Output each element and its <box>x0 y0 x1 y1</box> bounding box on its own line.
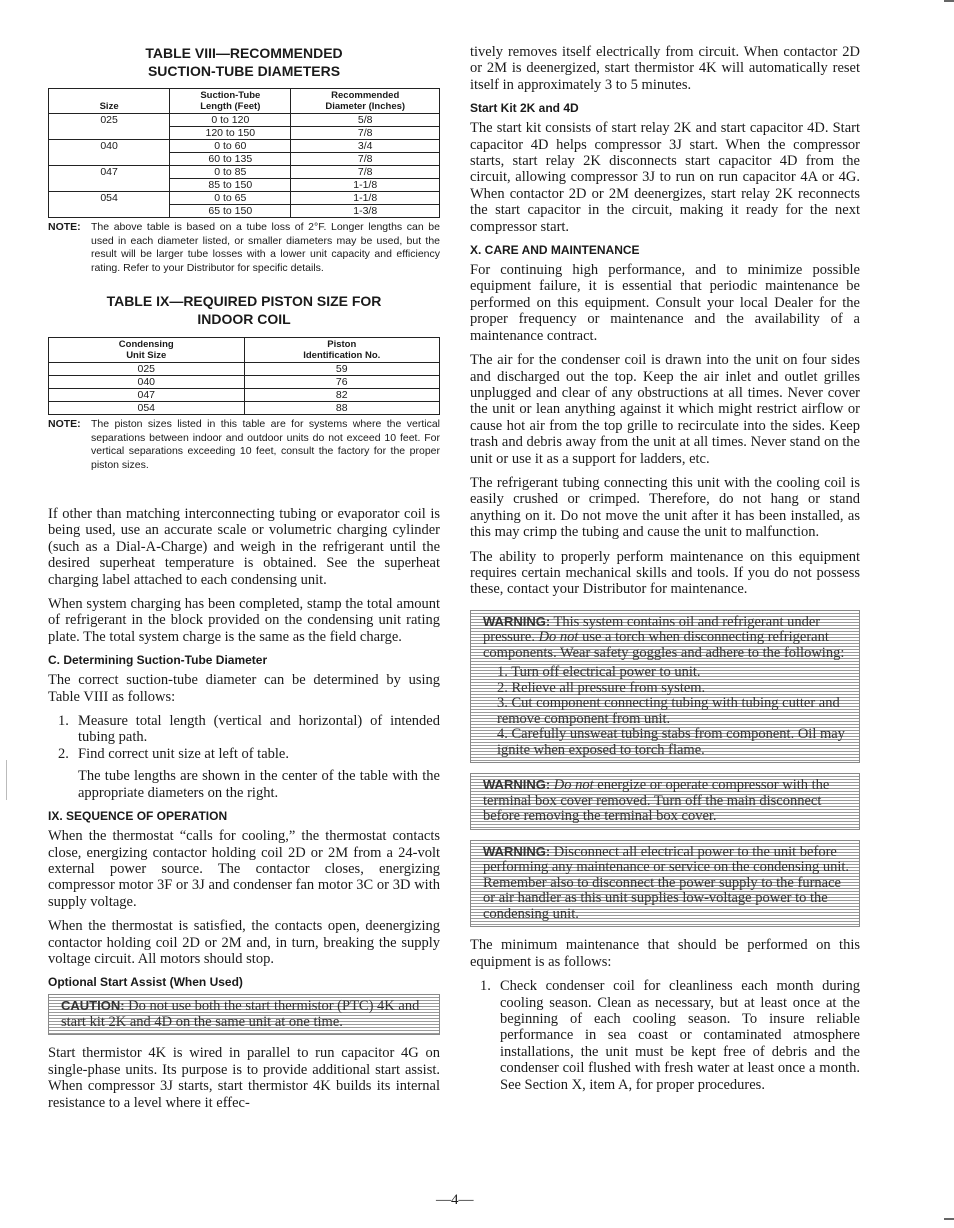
table-viii-note: NOTE: The above table is based on a tube loss of 2°F. Longer lengths can be used in each diameter listed, or smaller diameters may be used, but the result will be larger tube losses with a lower unit capacity and efficiency rating. Refer to your Distributor for specific details. <box>48 221 440 274</box>
list-item: 4. Carefully unsweat tubing stabs from component. Oil may ignite when exposed to torch flame. <box>497 726 845 758</box>
table-row: 047 82 <box>49 389 440 402</box>
list-item: 1. Turn off electrical power to unit. <box>497 664 701 681</box>
table-row: 60 to 135 7/8 <box>49 153 440 166</box>
paragraph: The tube lengths are shown in the center of the table with the appropriate diameters on the right. <box>78 768 440 801</box>
table-ix <box>48 337 440 415</box>
paragraph: When the thermostat “calls for cooling,” the thermostat contacts close, energizing contactor holding coil 2D or 2M from a 24-volt external power source. The contactor closes, energizing compressor motor 3F or 3J and condenser fan motor 3C or 3D with supply voltage. <box>48 828 440 910</box>
col-piston: Piston Identification No. <box>244 338 440 363</box>
paragraph: The minimum maintenance that should be performed on this equipment is as follows: <box>470 937 860 970</box>
table-row: 040 0 to 60 3/4 <box>49 140 440 153</box>
table-ix-title-line1: TABLE IX—REQUIRED PISTON SIZE FOR <box>106 293 382 309</box>
section-heading-ix: IX. SEQUENCE OF OPERATION <box>48 809 228 824</box>
col-unit-size: Condensing Unit Size <box>49 338 245 363</box>
table-ix-title <box>48 292 440 328</box>
list-item: 2. Relieve all pressure from system. <box>497 679 706 696</box>
table-ix-title-line2: INDOOR COIL <box>197 311 291 327</box>
caution-box: CAUTION: Do not use both the start thermistor (PTC) 4K and start kit 2K and 4D on the same unit at one time. <box>48 994 440 1035</box>
scan-mark <box>6 760 7 800</box>
steps-list <box>48 713 440 762</box>
paragraph: tively removes itself electrically from circuit. When contactor 2D or 2M is deenergized, start thermistor 4K will automatically reset itself in approximately 3 to 5 minutes. <box>470 44 860 93</box>
paragraph: For continuing high performance, and to minimize possible equipment failure, it is essential that periodic maintenance be performed on this equipment. Consult your local Dealer for the proper frequency or maintenance and the availability of a maintenance contract. <box>470 262 860 344</box>
table-row: 054 88 <box>49 402 440 415</box>
warning-box-compressor: WARNING: Do not energize or operate compressor with the terminal box cover removed. Turn off the main disconnect before removing the terminal box cover. <box>470 773 860 830</box>
section-heading-c: C. Determining Suction-Tube Diameter <box>48 653 268 668</box>
warning-box-refrigerant: WARNING: This system contains oil and refrigerant under pressure. Do not use a torch when disconnecting refrigerant components. Wear safety goggles and adhere to the following: 1. Turn off electrical power to unit. 2. Relieve all pressure from system. 3. Cut component connecting tubing with tubing cutter and remove component from unit. 4. Carefully unsweat tubing stabs from component. Oil may ignite when exposed to torch flame. <box>470 610 860 764</box>
table-row: 047 0 to 85 7/8 <box>49 166 440 179</box>
table-row: 85 to 150 1-1/8 <box>49 179 440 192</box>
list-item: 1. Check condenser coil for cleanliness each month during cooling season. Clean as necessary, but at least once at the beginning of each cooling season. To insure reliable performance in sea coast or contaminated atmosphere installations, the unit must be kept free of debris and the condenser coil flushed with fresh water at least once a month. See Section X, item A, for proper procedures. <box>480 978 860 1093</box>
paragraph: When system charging has been completed, stamp the total amount of refrigerant in the block provided on the condensing unit rating plate. The total system charge is the same as the field charge. <box>48 596 440 645</box>
table-viii-title-line1: TABLE VIII—RECOMMENDED <box>145 45 343 61</box>
table-row: 040 76 <box>49 376 440 389</box>
table-viii <box>48 88 440 218</box>
list-item: 1. Measure total length (vertical and horizontal) of intended tubing path. <box>58 713 440 746</box>
page-number: —4— <box>436 1192 474 1208</box>
table-ix-note: NOTE: The piston sizes listed in this table are for systems where the vertical separations between indoor and outdoor units do not exceed 10 feet. For vertical separations exceeding 10 feet, consult the factory for the proper piston sizes. <box>48 418 440 471</box>
maintenance-list <box>470 978 860 1093</box>
col-length: Suction-Tube Length (Feet) <box>170 89 291 114</box>
scan-mark <box>944 0 954 2</box>
warning-steps <box>483 665 851 758</box>
paragraph: The ability to properly perform maintenance on this equipment requires certain mechanical skills and tools. If you do not possess these, contact your Distributor for maintenance. <box>470 548 860 598</box>
section-heading-x: X. CARE AND MAINTENANCE <box>470 243 640 258</box>
table-row: 025 0 to 120 5/8 <box>49 114 440 127</box>
paragraph: The air for the condenser coil is drawn into the unit on four sides and discharged out the top. Keep the air inlet and outlet grilles unplugged and clear of any obstructions at all times. Never cover the unit or lean anything against it which might restrict airflow or cause hot air from the top grille to recirculate into the sides. Keep trash and debris away from the unit at all times. Never stand on the unit or use it as a support for ladders, etc. <box>470 352 860 467</box>
warning-box-power: WARNING: Disconnect all electrical power to the unit before performing any maintenance or service on the condensing unit. Remember also to disconnect the power supply to the furnace or air handler as this unit supplies low-voltage power to the condensing unit. <box>470 840 860 928</box>
table-row: 120 to 150 7/8 <box>49 127 440 140</box>
list-item: 2. Find correct unit size at left of table. <box>58 745 289 762</box>
col-size: Size <box>49 89 170 114</box>
subheading-start-assist: Optional Start Assist (When Used) <box>48 975 243 990</box>
table-viii-title <box>48 44 440 80</box>
paragraph: The correct suction-tube diameter can be determined by using Table VIII as follows: <box>48 672 440 705</box>
list-item: 3. Cut component connecting tubing with tubing cutter and remove component from unit. <box>497 695 840 727</box>
charging-section <box>48 506 440 1111</box>
right-column <box>470 44 860 1099</box>
scan-mark <box>944 1218 954 1220</box>
col-diameter: Recommended Diameter (Inches) <box>291 89 440 114</box>
paragraph: The refrigerant tubing connecting this unit with the cooling coil is easily crushed or crimped. Therefore, do not hang or stand anything on it. Do not move the unit after it has been installed, as this may crimp the tubing and cause the unit to malfunction. <box>470 474 860 541</box>
paragraph: Start thermistor 4K is wired in parallel to run capacitor 4G on single-phase units. Its purpose is to provide additional start assist. When compressor 3J starts, start thermistor 4K builds its internal resistance to a level where it effec- <box>48 1045 440 1111</box>
paragraph: The start kit consists of start relay 2K and start capacitor 4D. Start capacitor 4D helps compressor 3J start. When the compressor starts, start relay 2K disconnects start capacitor 4D from the circuit, allowing compressor 3J to run on run capacitor 4A or 4G. When contactor 2D or 2M deenergizes, start relay 2K reconnects the start capacitor in the circuit, making it ready for the next compressor start. <box>470 120 860 235</box>
table-viii-title-line2: SUCTION-TUBE DIAMETERS <box>147 63 341 79</box>
table-row: 054 0 to 65 1-1/8 <box>49 192 440 205</box>
paragraph: If other than matching interconnecting tubing or evaporator coil is being used, use an accurate scale or volumetric charging cylinder (such as a Dial-A-Charge) and weigh in the refrigerant until the desired superheat temperature is obtained. See the superheat charging label attached to each condensing unit. <box>48 506 440 588</box>
subheading-start-kit: Start Kit 2K and 4D <box>470 101 579 116</box>
left-column <box>48 44 440 1119</box>
table-row: 65 to 150 1-3/8 <box>49 205 440 218</box>
table-row: 025 59 <box>49 363 440 376</box>
paragraph: When the thermostat is satisfied, the contacts open, deenergizing contactor holding coil 2D or 2M and, in turn, breaking the supply voltage circuit. All motors should stop. <box>48 918 440 967</box>
